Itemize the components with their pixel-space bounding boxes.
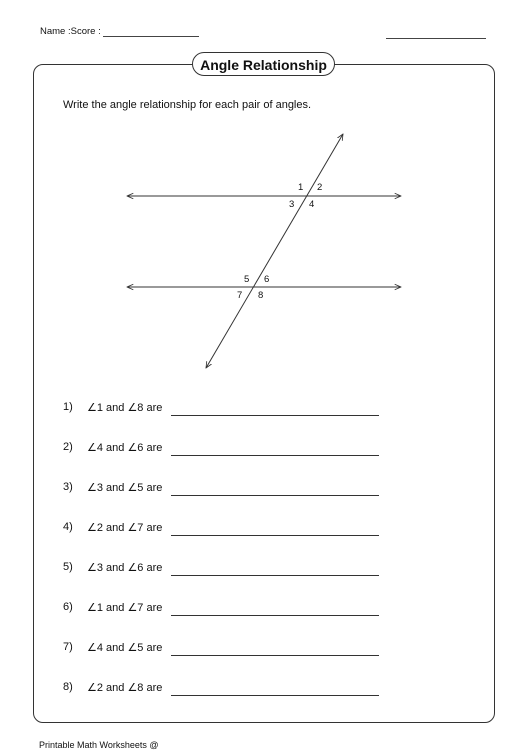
question-text: ∠1 and ∠8 are — [87, 402, 163, 414]
question-number: 7) — [63, 641, 73, 653]
angle-label-6: 6 — [264, 274, 270, 285]
answer-blank[interactable] — [171, 495, 379, 496]
question-text: ∠3 and ∠5 are — [87, 482, 163, 494]
question-text: ∠2 and ∠7 are — [87, 522, 163, 534]
angle-label-8: 8 — [258, 290, 264, 301]
question-number: 6) — [63, 601, 73, 613]
answer-blank[interactable] — [171, 415, 379, 416]
footer-text: Printable Math Worksheets @ — [39, 740, 159, 750]
question-number: 1) — [63, 401, 73, 413]
page-title: Angle Relationship — [192, 52, 335, 76]
instructions: Write the angle relationship for each pair of angles. — [63, 99, 312, 111]
name-label: Name : — [40, 26, 71, 37]
question-text: ∠2 and ∠8 are — [87, 682, 163, 694]
answer-blank[interactable] — [171, 575, 379, 576]
angle-label-4: 4 — [309, 199, 315, 210]
question-number: 2) — [63, 441, 73, 453]
transversal-line — [206, 134, 343, 368]
answer-blank[interactable] — [171, 655, 379, 656]
question-text: ∠3 and ∠6 are — [87, 562, 163, 574]
answer-blank[interactable] — [171, 695, 379, 696]
question-text: ∠1 and ∠7 are — [87, 602, 163, 614]
angle-label-5: 5 — [244, 274, 250, 285]
question-number: 5) — [63, 561, 73, 573]
angle-label-1: 1 — [298, 182, 304, 193]
question-text: ∠4 and ∠6 are — [87, 442, 163, 454]
score-label: Score : — [70, 26, 101, 37]
angle-label-7: 7 — [237, 290, 243, 301]
answer-blank[interactable] — [171, 615, 379, 616]
question-number: 4) — [63, 521, 73, 533]
question-number: 3) — [63, 481, 73, 493]
answer-blank[interactable] — [171, 455, 379, 456]
answer-blank[interactable] — [171, 535, 379, 536]
question-text: ∠4 and ∠5 are — [87, 642, 163, 654]
question-number: 8) — [63, 681, 73, 693]
angle-label-3: 3 — [289, 199, 295, 210]
angle-label-2: 2 — [317, 182, 323, 193]
